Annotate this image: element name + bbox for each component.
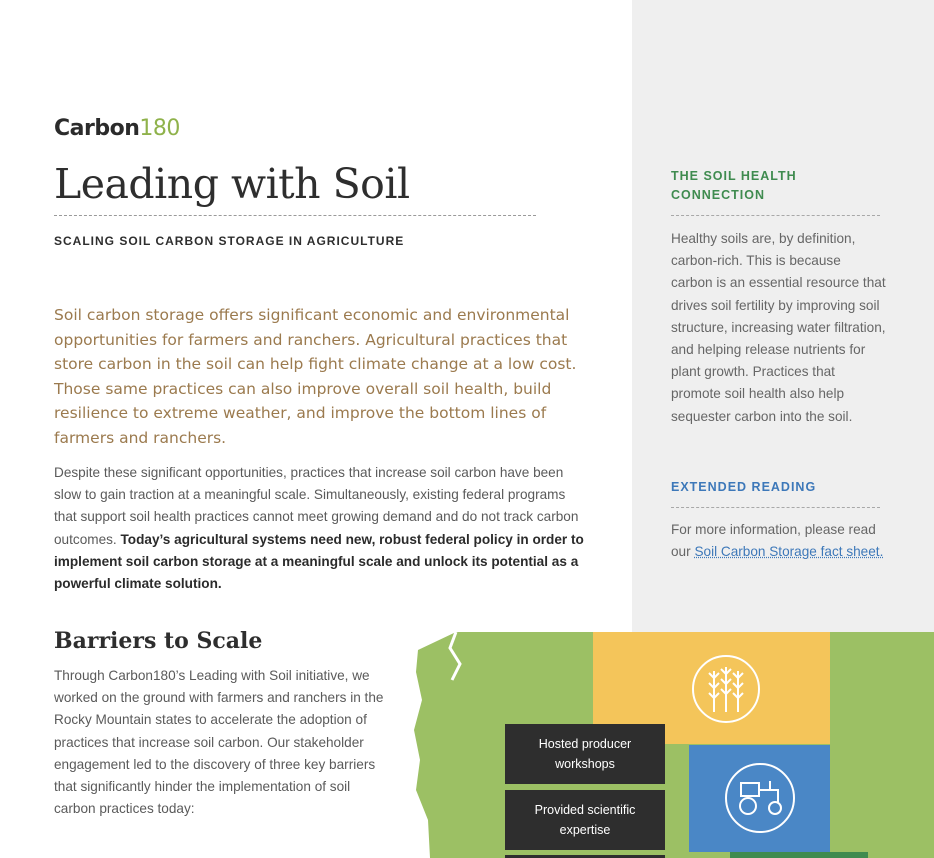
extended-reading-heading: EXTENDED READING xyxy=(671,480,817,494)
sidebar-divider xyxy=(671,215,880,216)
fact-sheet-link[interactable]: Soil Carbon Storage fact sheet. xyxy=(694,544,884,560)
body-emphasis: Today’s agricultural systems need new, robust federal policy in order to implement soil carbon storage at a meaningful scale and unlock its potential as a powerful climate solution. xyxy=(54,531,584,592)
lead-paragraph: Soil carbon storage offers significant economic and environmental opportunities for farmers and ranchers. Agricultural practices that store carbon in the soil can help fight climate change at a low cost. Those same practices can also improve overall soil health, build resilience to extreme weather, and improve the bottom lines of farmers and ranchers. xyxy=(54,306,577,447)
producer-workshops-badge: Hosted producer workshops xyxy=(505,724,665,784)
barriers-paragraph: Through Carbon180’s Leading with Soil initiative, we worked on the ground with farmers and ranchers in the Rocky Mountain states to accelerate the adoption of practices that increase soil carbon. Our stakeholder engagement led to the discovery of three key barriers that significantly hinder the implementation of soil carbon practices today: xyxy=(54,668,384,817)
barriers-heading: Barriers to Scale xyxy=(54,628,263,654)
soil-health-heading: THE SOIL HEALTH CONNECTION xyxy=(671,169,797,202)
logo-number: 180 xyxy=(139,116,180,141)
extended-reading-text xyxy=(671,519,886,563)
body-text: Despite these significant opportunities, practices that increase soil carbon have been slow to gain traction at a meaningful scale. Simultaneously, existing federal programs that support soil health practices cannot meet growing demand and do not track carbon outcomes. xyxy=(54,465,579,547)
title-divider xyxy=(54,215,536,216)
wyoming-state xyxy=(689,745,830,852)
body-paragraph xyxy=(54,462,589,595)
carbon180-logo xyxy=(54,116,180,141)
scientific-expertise-badge: Provided scientific expertise xyxy=(505,790,665,850)
logo-wordmark: Carbon xyxy=(54,116,140,141)
colorado-state xyxy=(730,852,868,858)
soil-health-text: Healthy soils are, by definition, carbon-rich. This is because carbon is an essential resource that drives soil fertility by improving soil structure, increasing water filtration, and helping release nutrients for plant growth. Practices that promote soil health also help sequester carbon into the soil. xyxy=(671,231,886,424)
page-subtitle: SCALING SOIL CARBON STORAGE IN AGRICULTURE xyxy=(54,234,405,248)
sidebar-divider xyxy=(671,507,880,508)
extended-reading-copy: For more information, please read our xyxy=(671,522,876,560)
page-title: Leading with Soil xyxy=(54,160,410,208)
